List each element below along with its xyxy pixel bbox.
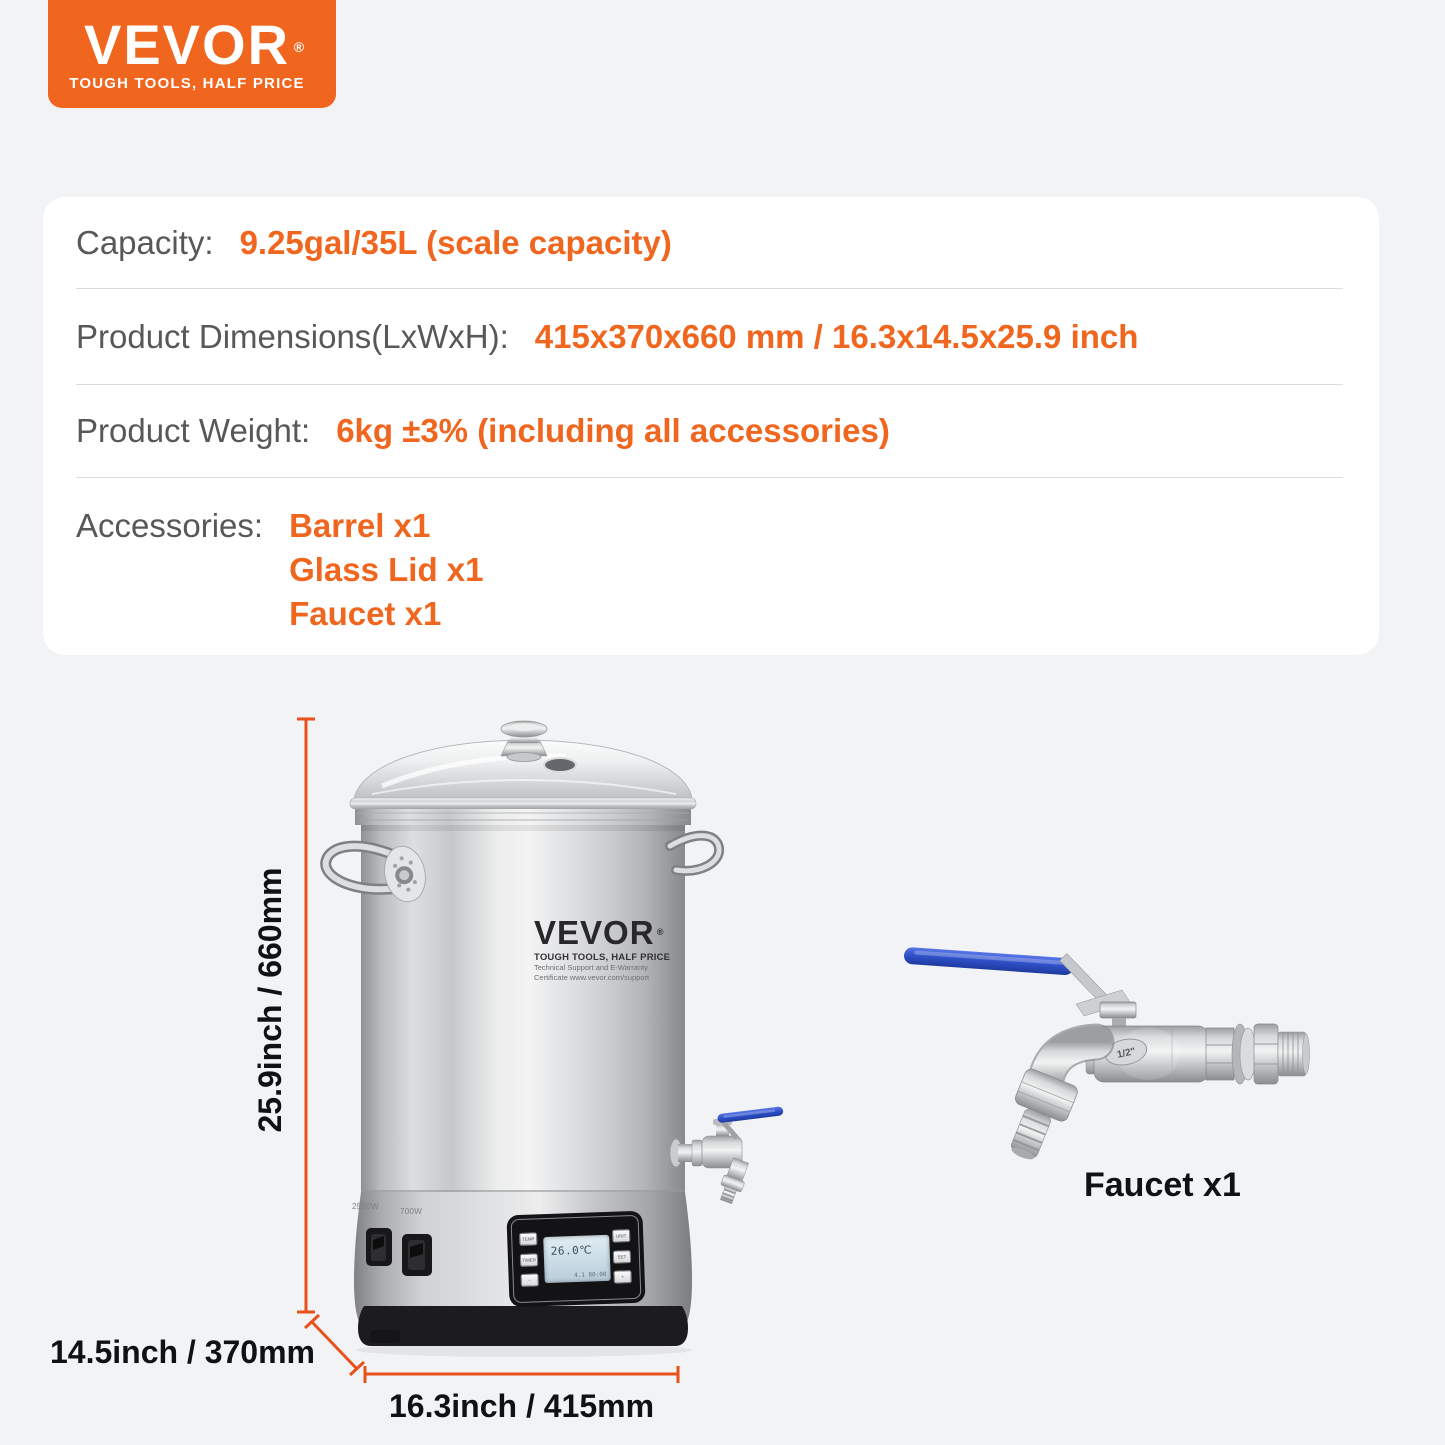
panel-button-unit: UNIT xyxy=(612,1229,630,1243)
vevor-logo xyxy=(48,0,336,108)
faucet-lever xyxy=(903,947,1074,976)
accessory-item-barrel: Barrel x1 xyxy=(289,507,431,544)
height-dimension-label: 25.9inch / 660mm xyxy=(252,867,288,1133)
weight-value: 6kg ±3% (including all accessories) xyxy=(336,412,890,449)
base-ring xyxy=(358,1306,688,1346)
dimension-line-width xyxy=(365,1366,678,1383)
kettle-spigot xyxy=(670,1106,784,1205)
accessory-faucet-image xyxy=(903,947,1309,1168)
kettle-brand-line2: Certificate www.vevor.com/support xyxy=(534,972,650,982)
spec-row-capacity xyxy=(76,197,1343,289)
panel-button-timer: TIMER xyxy=(520,1253,538,1267)
spigot-lever xyxy=(717,1106,784,1123)
faucet-size-stamp-text: 1/2" xyxy=(1116,1046,1137,1061)
faucet-packing-nut xyxy=(1100,1002,1136,1018)
width-dimension-label: 16.3inch / 415mm xyxy=(388,1388,655,1424)
faucet-spout xyxy=(995,1042,1096,1168)
kettle-brand-registered: ® xyxy=(656,927,665,937)
panel-button-minus: − xyxy=(520,1273,538,1287)
switch-label-left: 2500W xyxy=(352,1202,379,1211)
kettle-lid xyxy=(350,721,696,809)
depth-dimension-label: 14.5inch / 370mm xyxy=(49,1334,315,1370)
spec-card xyxy=(43,197,1379,655)
weight-label: Product Weight: xyxy=(76,412,311,449)
accessory-item-faucet: Faucet x1 xyxy=(289,595,442,632)
dimensions-value: 415x370x660 mm / 16.3x14.5x25.9 inch xyxy=(534,317,1139,355)
lid-rim xyxy=(350,798,696,809)
faucet-stem xyxy=(1112,1018,1126,1026)
spec-row-accessories xyxy=(76,478,1343,655)
logo-brand-word: VEVOR xyxy=(83,12,291,76)
dimension-line-height xyxy=(297,719,315,1312)
switch-label-right: 700W xyxy=(400,1207,423,1216)
spec-row-weight xyxy=(76,385,1343,478)
kettle-branding xyxy=(534,916,694,982)
base-foot xyxy=(370,1330,400,1343)
logo-brand-text xyxy=(83,12,307,76)
spec-row-dimensions xyxy=(76,289,1343,385)
lcd-timer-value: 4.1 80:00 xyxy=(573,1270,607,1280)
lid-knob xyxy=(501,721,547,762)
kettle-brand-line1: Technical Support and E-Warranty xyxy=(534,963,648,972)
kettle-brand-name: VEVOR ® xyxy=(534,914,665,951)
panel-button-plus: + xyxy=(613,1270,631,1284)
accessories-values xyxy=(289,504,483,636)
capacity-label: Capacity: xyxy=(76,223,214,261)
panel-button-set: SET xyxy=(613,1250,631,1264)
dimensions-label: Product Dimensions(LxWxH): xyxy=(76,317,509,355)
logo-tagline: TOUGH TOOLS, HALF PRICE xyxy=(69,74,305,92)
lcd-display xyxy=(543,1235,611,1283)
accessory-item-glass-lid: Glass Lid x1 xyxy=(289,551,484,588)
control-panel xyxy=(506,1211,645,1308)
capacity-value: 9.25gal/35L (scale capacity) xyxy=(239,223,672,261)
faucet-threads xyxy=(1206,1024,1310,1084)
lcd-temperature-value: 26.0℃ xyxy=(550,1243,593,1258)
faucet-count-label: Faucet x1 xyxy=(1084,1166,1241,1204)
panel-button-temp: TEMP xyxy=(519,1232,537,1246)
logo-registered-mark: ® xyxy=(293,38,307,55)
accessories-label: Accessories: xyxy=(76,507,264,544)
lid-vent-hole xyxy=(544,758,576,772)
kettle-brand-tagline: TOUGH TOOLS, HALF PRICE xyxy=(534,952,671,963)
